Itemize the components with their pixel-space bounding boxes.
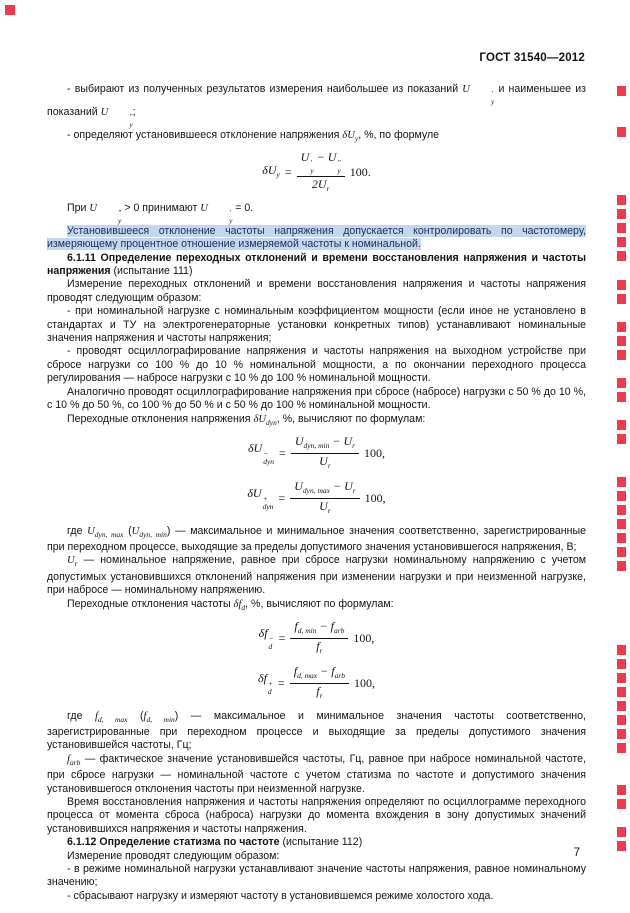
paragraph	[47, 305, 586, 345]
text-run: −	[329, 478, 345, 493]
text-run: −	[316, 618, 331, 633]
fraction-denominator	[316, 639, 322, 657]
paragraph	[47, 890, 586, 903]
text-run: Измерение проводят следующим образом:	[67, 849, 280, 862]
document-code: ГОСТ 31540—2012	[479, 52, 585, 64]
paragraph	[47, 129, 586, 145]
fraction-numerator	[290, 620, 348, 639]
text-run: Переходные отклонения напряжения	[67, 412, 254, 425]
heading-text: 6.1.12 Определение статизма по частоте	[67, 836, 283, 849]
text-run: - в режиме номинальной нагрузки устанавливают значение частоты напряжения, равное номинальному значению;	[47, 863, 586, 889]
revision-marker	[617, 729, 626, 739]
math-symbol: U ″ y	[327, 149, 341, 175]
revision-marker	[617, 687, 626, 697]
text-run: и наименьшее из показаний	[47, 83, 586, 118]
math-symbol: δf − d	[258, 626, 274, 651]
revision-marker	[617, 561, 626, 571]
paragraph	[47, 753, 586, 796]
formula-tail	[350, 166, 371, 179]
formula-lhs	[258, 672, 273, 696]
text-run: = 0.	[232, 202, 254, 215]
text-run: (испытание 112)	[282, 836, 363, 849]
revision-marker	[617, 505, 626, 515]
text-run: - при номинальной нагрузке с номинальным коэффициентом мощности (если иное не установлено в стандартах и ТУ на электрогенераторные установки конкретных типов) устанавливают номинальные значения напряжения и частоты напряжения;	[47, 305, 586, 345]
text-run: Установившееся отклонение частоты напряжения допускается контролировать по частотомеру, измеряющему процентное отношение измеряемой частоты к номинальной.	[47, 224, 586, 251]
paragraph	[47, 278, 586, 305]
math-symbol: U ″ y	[89, 203, 122, 225]
text-run: - определяют установившееся отклонение напряжения	[67, 128, 343, 141]
revision-marker	[617, 701, 626, 711]
revision-marker	[617, 785, 626, 795]
text-run: −	[317, 663, 332, 678]
math-symbol: $f_r$	[316, 639, 323, 656]
revision-marker	[617, 434, 626, 444]
text-run: Измерение переходных отклонений и времени восстановления напряжения и частоты напряжения проводят следующим образом:	[47, 278, 586, 304]
section-heading-6-1-12	[47, 836, 586, 849]
text-run: где	[67, 524, 88, 537]
formula-tail	[364, 447, 385, 460]
revision-marker	[617, 209, 626, 219]
math-symbol: $f_{d, min}$	[143, 710, 175, 724]
formula-lhs	[262, 164, 280, 181]
paragraph	[47, 525, 586, 555]
revision-marker	[617, 827, 626, 837]
math-symbol: U ″ y	[100, 106, 133, 129]
revision-marker	[617, 841, 626, 851]
revision-marker	[617, 251, 626, 261]
equals-sign: =	[284, 165, 292, 180]
paragraph	[47, 413, 586, 429]
fraction-denominator	[312, 177, 330, 195]
section-heading-6-1-11	[47, 252, 586, 279]
revision-marker	[617, 645, 626, 655]
fraction	[290, 620, 348, 658]
math-symbol: δU + dyn	[247, 485, 274, 511]
math-symbol: $\delta f_d$	[233, 598, 246, 612]
text-run: (испытание 111)	[113, 265, 193, 278]
revision-marker	[617, 533, 626, 543]
paragraph	[47, 796, 586, 836]
revision-marker	[617, 336, 626, 346]
revision-marker	[617, 294, 626, 304]
fraction-denominator	[319, 454, 331, 472]
text-run: > 0 принимают	[121, 202, 201, 215]
math-symbol: $U_r$	[343, 433, 356, 450]
formula-tail	[353, 632, 374, 645]
text-run: 100,	[353, 631, 375, 646]
math-symbol: U ′ y	[200, 203, 233, 225]
math-symbol: $\delta U_y$	[262, 163, 280, 180]
text-run: ) — максимальное и минимальное значения соответственно, зарегистрированные при переходном процессе, выходящие за пределы допустимого значения установившегося напряжения, В;	[47, 524, 587, 553]
text-run: (	[123, 524, 132, 537]
paragraph	[47, 850, 586, 863]
fraction-numerator	[290, 480, 359, 499]
math-symbol: $\delta U_y$	[342, 129, 359, 143]
equals-sign: =	[279, 446, 286, 461]
heading-text: 6.1.11 Определение переходных отклонений и времени восстановления напряжения и частоты напряжения	[47, 251, 586, 278]
revision-marker	[617, 799, 626, 809]
math-symbol: $f_{d, max}$	[293, 663, 318, 680]
revision-marker	[617, 743, 626, 753]
text-run: - сбрасывают нагрузку и измеряют частоту в установившемся режиме холостого хода.	[67, 889, 494, 902]
fraction-denominator	[316, 684, 322, 702]
fraction	[290, 480, 359, 518]
math-symbol: $U_{dyn, max}$	[87, 525, 124, 539]
equals-sign: =	[278, 490, 286, 505]
fraction-denominator	[319, 499, 331, 517]
page-number: 7	[573, 847, 580, 859]
revision-marker	[617, 547, 626, 557]
math-symbol: $U_r$	[319, 454, 331, 471]
paragraph	[47, 598, 586, 614]
formula-tail	[354, 677, 375, 690]
math-symbol: $f_{d, min}$	[294, 618, 317, 635]
revision-marker	[617, 195, 626, 205]
text-run: 100.	[349, 165, 371, 180]
fraction-numerator	[291, 435, 359, 454]
text-run: −	[329, 433, 344, 448]
paragraph	[47, 554, 586, 597]
formula-lhs	[248, 442, 274, 466]
fraction	[290, 665, 349, 703]
text-run: При	[67, 202, 90, 215]
math-symbol: $f_{arb}$	[331, 663, 345, 680]
formula-tail	[365, 492, 386, 505]
fraction	[297, 151, 345, 195]
fraction-numerator	[297, 151, 345, 177]
text-run: , %, вычисляют по формулам:	[276, 412, 426, 425]
math-symbol: δU − dyn	[247, 440, 275, 466]
formula-lhs	[259, 627, 274, 651]
revision-marker	[617, 477, 626, 487]
paragraph	[47, 202, 586, 225]
formula	[47, 151, 586, 195]
revision-marker	[617, 491, 626, 501]
text-run: 2	[311, 176, 318, 191]
text-run: ;	[132, 105, 136, 118]
text-run: −	[313, 149, 328, 164]
revision-marker	[617, 223, 626, 233]
text-run: 100,	[364, 446, 386, 461]
math-symbol: $U_{dyn, max}$	[294, 478, 330, 495]
revision-marker	[617, 420, 626, 430]
text-run: 100,	[364, 490, 386, 505]
formula-lhs	[247, 487, 273, 511]
formula	[47, 620, 586, 658]
text-run: , %, по формуле	[358, 128, 440, 141]
math-symbol: $f_{arb}$	[67, 753, 81, 767]
math-symbol: $f_r$	[316, 684, 323, 701]
revision-marker	[617, 392, 626, 402]
revision-marker	[617, 519, 626, 529]
math-symbol: $\delta U_{dyn}$	[253, 413, 277, 427]
formula	[47, 480, 586, 518]
revision-marker	[617, 280, 626, 290]
math-symbol: $U_r$	[344, 478, 356, 495]
math-symbol: $U_r$	[319, 499, 331, 516]
math-symbol: U ′ y	[462, 84, 495, 106]
math-symbol: $U_{dyn, min}$	[294, 433, 330, 450]
text-run: 100,	[353, 675, 375, 690]
text-run: - выбирают из полученных результатов измерения наибольшее из показаний	[67, 83, 463, 95]
revision-marker	[617, 322, 626, 332]
text-run: — фактическое значение установившейся частоты, Гц, равное при набросе номинальной частоте, при сбросе нагрузки — номинальной частоте с учетом статизма по частоте и допустимого значения установившегося отклонения частоты при неизменной нагрузке.	[47, 752, 586, 795]
text-run: — номинальное напряжение, равное при сбросе нагрузки номинальному напряжению с учетом допустимых установившихся отклонений напряжения при изменении нагрузки и при неизменной нагрузке, при набросе — номинальному напряжению.	[47, 554, 586, 597]
document-body	[47, 83, 586, 903]
text-run: Переходные отклонения частоты	[67, 597, 234, 610]
revision-marker	[617, 86, 626, 96]
math-symbol: $U_{dyn, min}$	[131, 525, 167, 539]
math-symbol: $U_r$	[67, 555, 78, 569]
formula	[47, 435, 586, 473]
text-run: Аналогично проводят осциллографирование напряжения при сбросе (набросе) нагрузки с 50 % до 10 %, с 10 % до 50 %, со 100 % до 50 % и с 50 % до 100 % номинальной мощности.	[47, 385, 586, 412]
math-symbol: $f_{arb}$	[330, 618, 345, 635]
math-symbol: $f_{d, max}$	[94, 710, 128, 724]
revision-marker	[617, 127, 626, 137]
equals-sign: =	[277, 675, 285, 690]
text-run: Время восстановления напряжения и частоты напряжения определяют по осциллограмме переходного процесса от момента сброса (наброса) нагрузки до момента вхождения в зону допустимых значений установившихся напряжения и частоты напряжения.	[47, 796, 586, 835]
paragraph	[47, 863, 586, 890]
fraction	[291, 435, 359, 473]
math-symbol: U ′ y	[300, 149, 314, 175]
revision-marker	[617, 350, 626, 360]
formula	[47, 665, 586, 703]
revision-marker	[617, 673, 626, 683]
revision-marker	[617, 237, 626, 247]
top-left-revision-marker	[5, 5, 15, 15]
highlighted-paragraph	[47, 225, 586, 252]
math-symbol: $U_r$	[317, 176, 330, 193]
text-run: где	[67, 709, 95, 722]
paragraph	[47, 345, 586, 385]
paragraph	[47, 710, 586, 753]
fraction-numerator	[290, 665, 349, 684]
revision-marker	[617, 659, 626, 669]
math-symbol: δf + d	[258, 670, 273, 696]
text-run: (	[127, 709, 144, 722]
text-run: - проводят осциллографирование напряжения и частоты напряжения на выходном устройстве при сбросе нагрузки со 100 % до 10 % номинальной мощности, а по окончании переходного процесса регулирования — набросе нагрузки с 10 % до 100 % номинальной мощности.	[47, 345, 586, 385]
revision-marker	[617, 715, 626, 725]
paragraph	[47, 83, 586, 129]
equals-sign: =	[278, 631, 286, 646]
paragraph	[47, 386, 586, 413]
revision-marker	[617, 378, 626, 388]
text-run: , %, вычисляют по формулам:	[245, 597, 394, 610]
text-run: ) — максимальное и минимальное значения частоты соответственно, зарегистрированные при переходном процессе и выходящие за пределы допустимого значения установившейся частоты, Гц;	[47, 709, 586, 752]
